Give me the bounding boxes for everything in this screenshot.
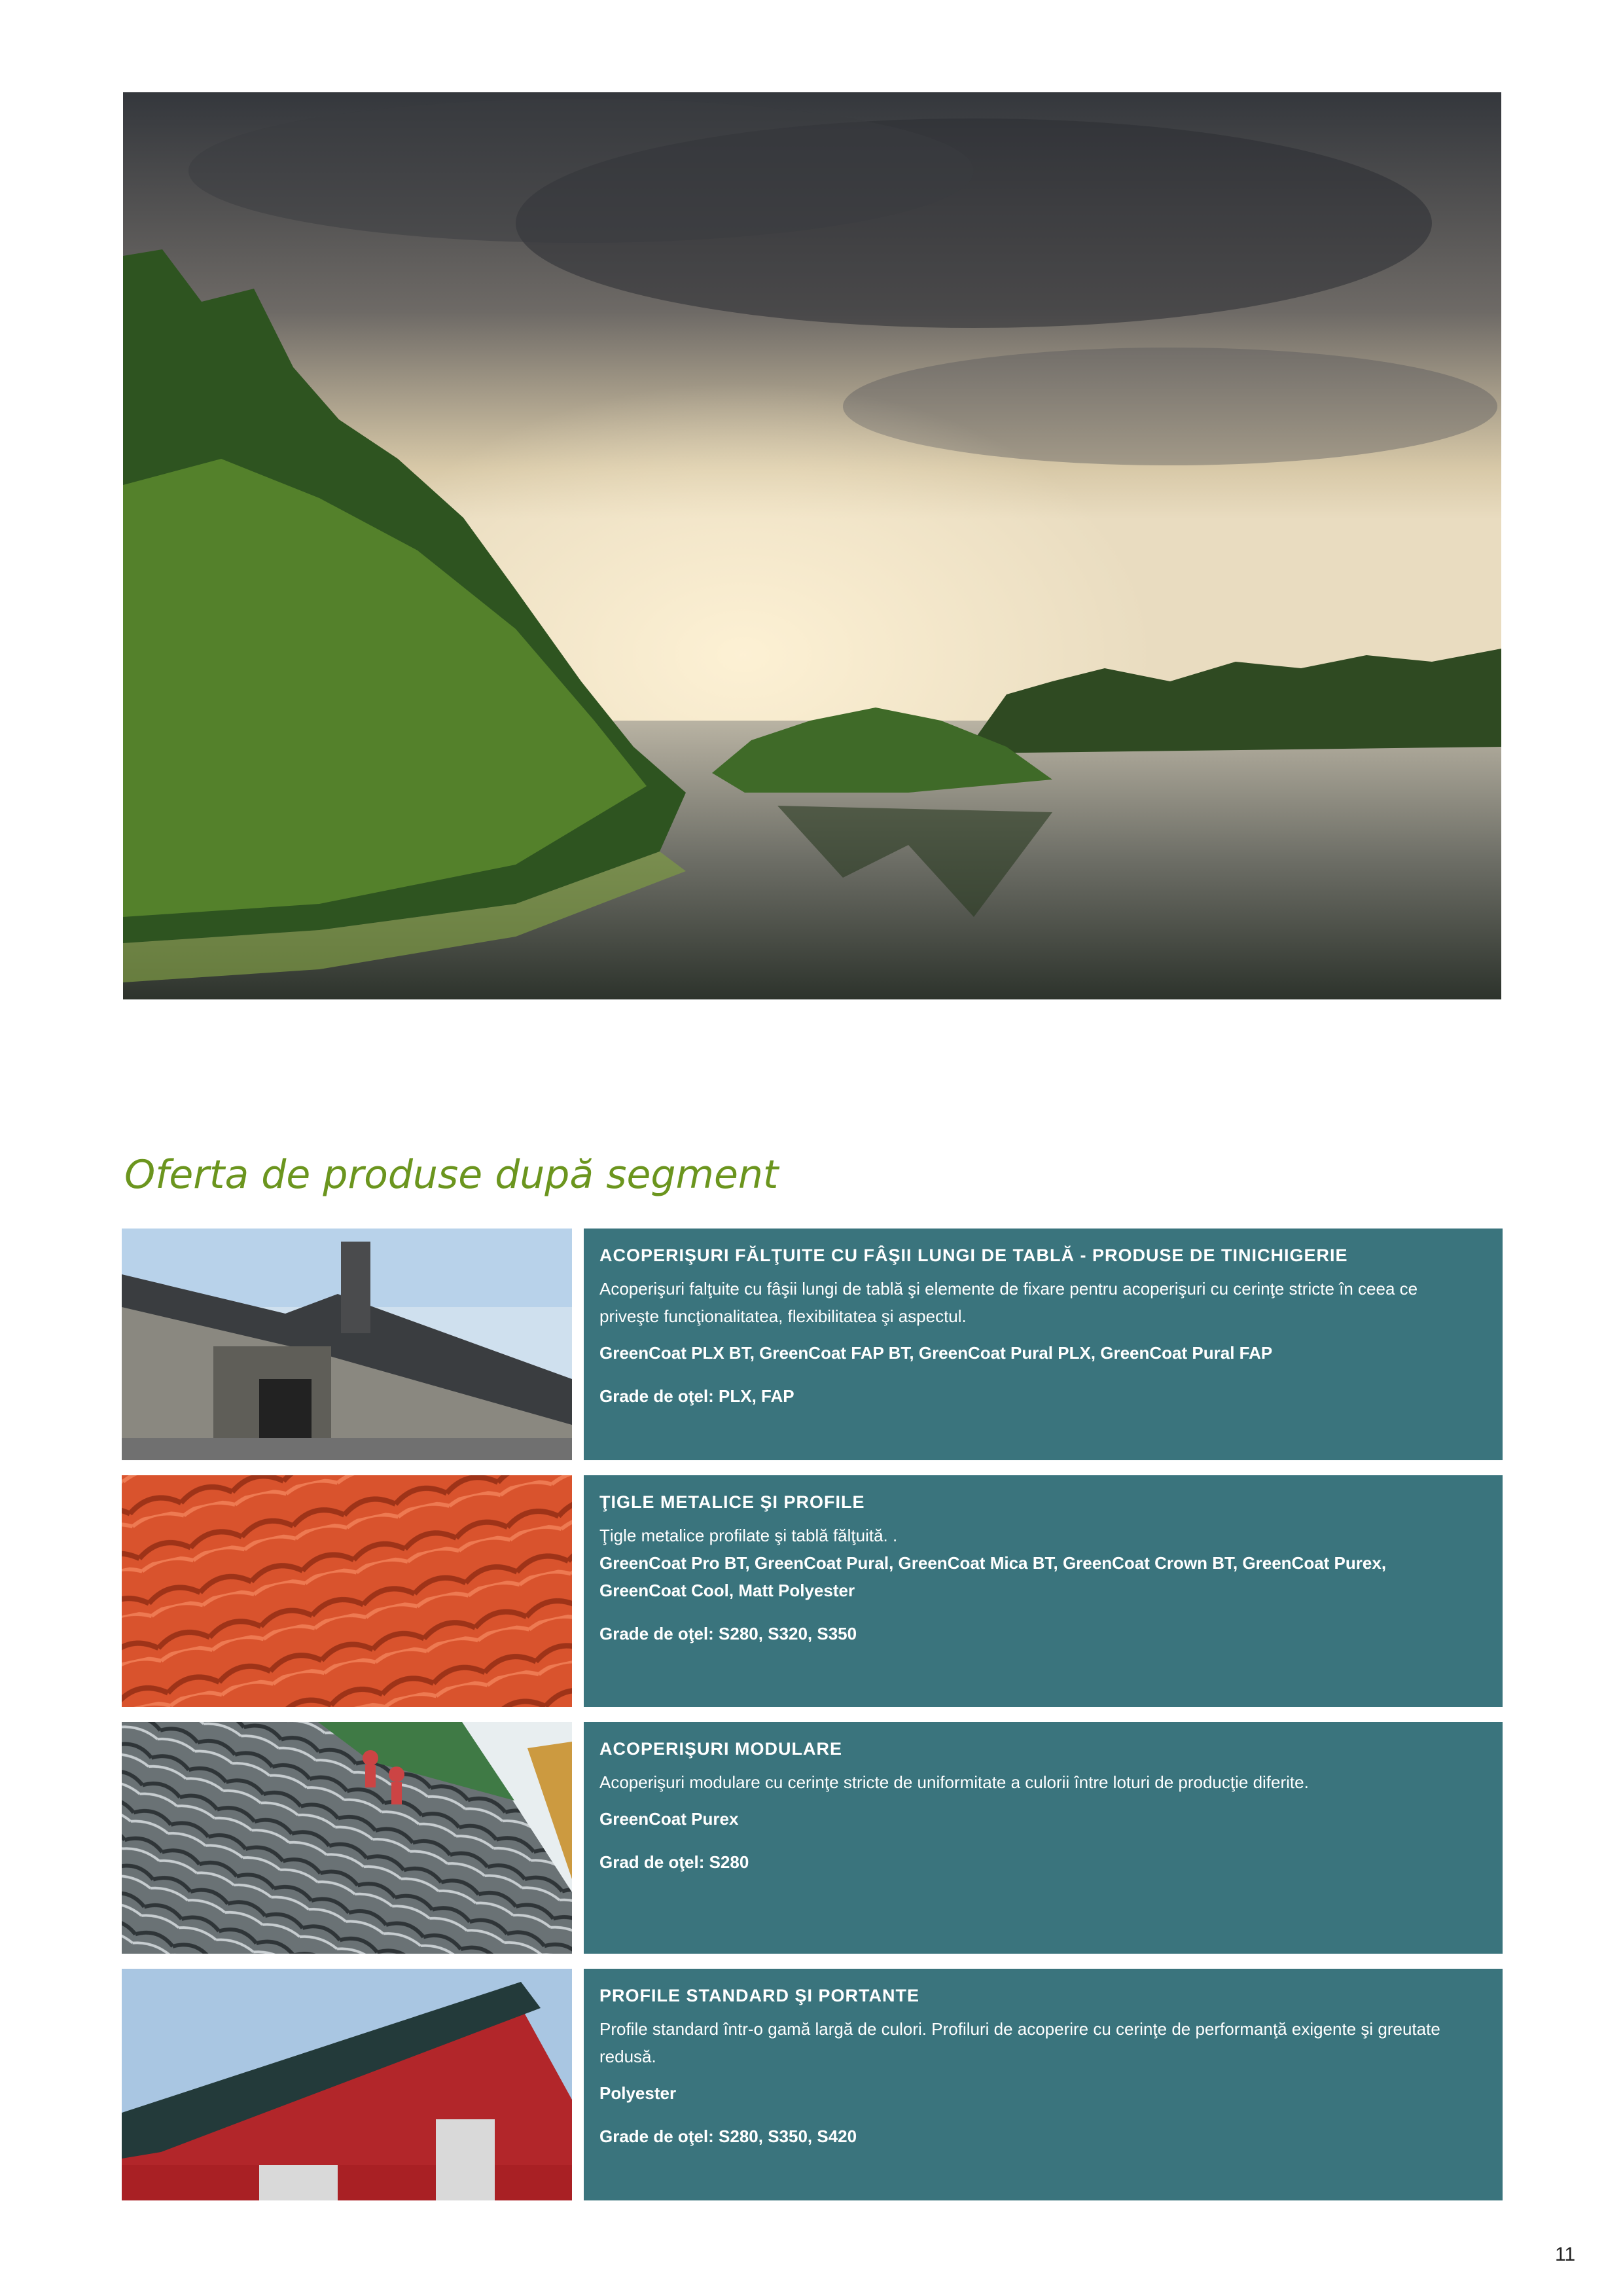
segment-row-standard-profiles <box>122 1969 1503 2200</box>
segment-steel-grades: Grad de oţel: S280 <box>599 1852 749 1872</box>
segment-products: GreenCoat PLX BT, GreenCoat FAP BT, GreenCoat Pural PLX, GreenCoat Pural FAP <box>599 1343 1273 1363</box>
hero-landscape-image <box>123 92 1501 999</box>
segment-description: Profile standard într-o gamă largă de culori. Profiluri de acoperire cu cerinţe de performanţă exigente şi greutate redusă. <box>599 2019 1440 2066</box>
modular-roof-workers-photo-icon <box>122 1722 572 1954</box>
segment-steel-grades: Grade de oţel: PLX, FAP <box>599 1386 794 1406</box>
segment-image <box>122 1722 572 1954</box>
segment-description: Acoperişuri modulare cu cerinţe stricte de uniformitate a culorii între loturi de producţie diferite. <box>599 1772 1309 1792</box>
segment-row-metal-tiles <box>122 1475 1503 1707</box>
segment-products: GreenCoat Purex <box>599 1809 739 1829</box>
segment-products: Polyester <box>599 2083 677 2103</box>
segment-title: ACOPERIŞURI FĂLŢUITE CU FÂŞII LUNGI DE TABLĂ - PRODUSE DE TINICHIGERIE <box>599 1246 1348 1265</box>
lake-landscape-photo-icon <box>123 92 1501 999</box>
segment-panel <box>584 1475 1503 1707</box>
segment-row-standing-seam <box>122 1229 1503 1460</box>
red-metal-tiles-photo-icon <box>122 1475 572 1707</box>
segment-image <box>122 1475 572 1707</box>
segment-description: Acoperişuri falţuite cu fâşii lungi de tablă şi elemente de fixare pentru acoperişuri cu cerinţe stricte în ceea ce priveşte funcţionalitatea, flexibilitatea şi aspectul. <box>599 1279 1418 1326</box>
segment-image <box>122 1229 572 1460</box>
standing-seam-roof-photo-icon <box>122 1229 572 1460</box>
segment-title: PROFILE STANDARD ŞI PORTANTE <box>599 1986 920 2005</box>
segment-description: Ţigle metalice profilate şi tablă fălţuită. . <box>599 1526 898 1545</box>
segment-steel-grades: Grade de oţel: S280, S320, S350 <box>599 1624 857 1643</box>
segment-image <box>122 1969 572 2200</box>
segment-products: GreenCoat Pro BT, GreenCoat Pural, GreenCoat Mica BT, GreenCoat Crown BT, GreenCoat Purex, GreenCoat Cool, Matt Polyester <box>599 1553 1387 1600</box>
segment-title: ŢIGLE METALICE ŞI PROFILE <box>599 1492 865 1512</box>
segment-panel <box>584 1969 1503 2200</box>
segment-title: ACOPERIŞURI MODULARE <box>599 1739 843 1759</box>
segment-panel <box>584 1229 1503 1460</box>
segment-row-modular-roofs <box>122 1722 1503 1954</box>
red-barn-roof-photo-icon <box>122 1969 572 2200</box>
segment-panel <box>584 1722 1503 1954</box>
page-number: 11 <box>1555 2244 1576 2265</box>
section-title: Oferta de produse după segment <box>124 1152 779 1198</box>
segment-steel-grades: Grade de oţel: S280, S350, S420 <box>599 2126 857 2146</box>
